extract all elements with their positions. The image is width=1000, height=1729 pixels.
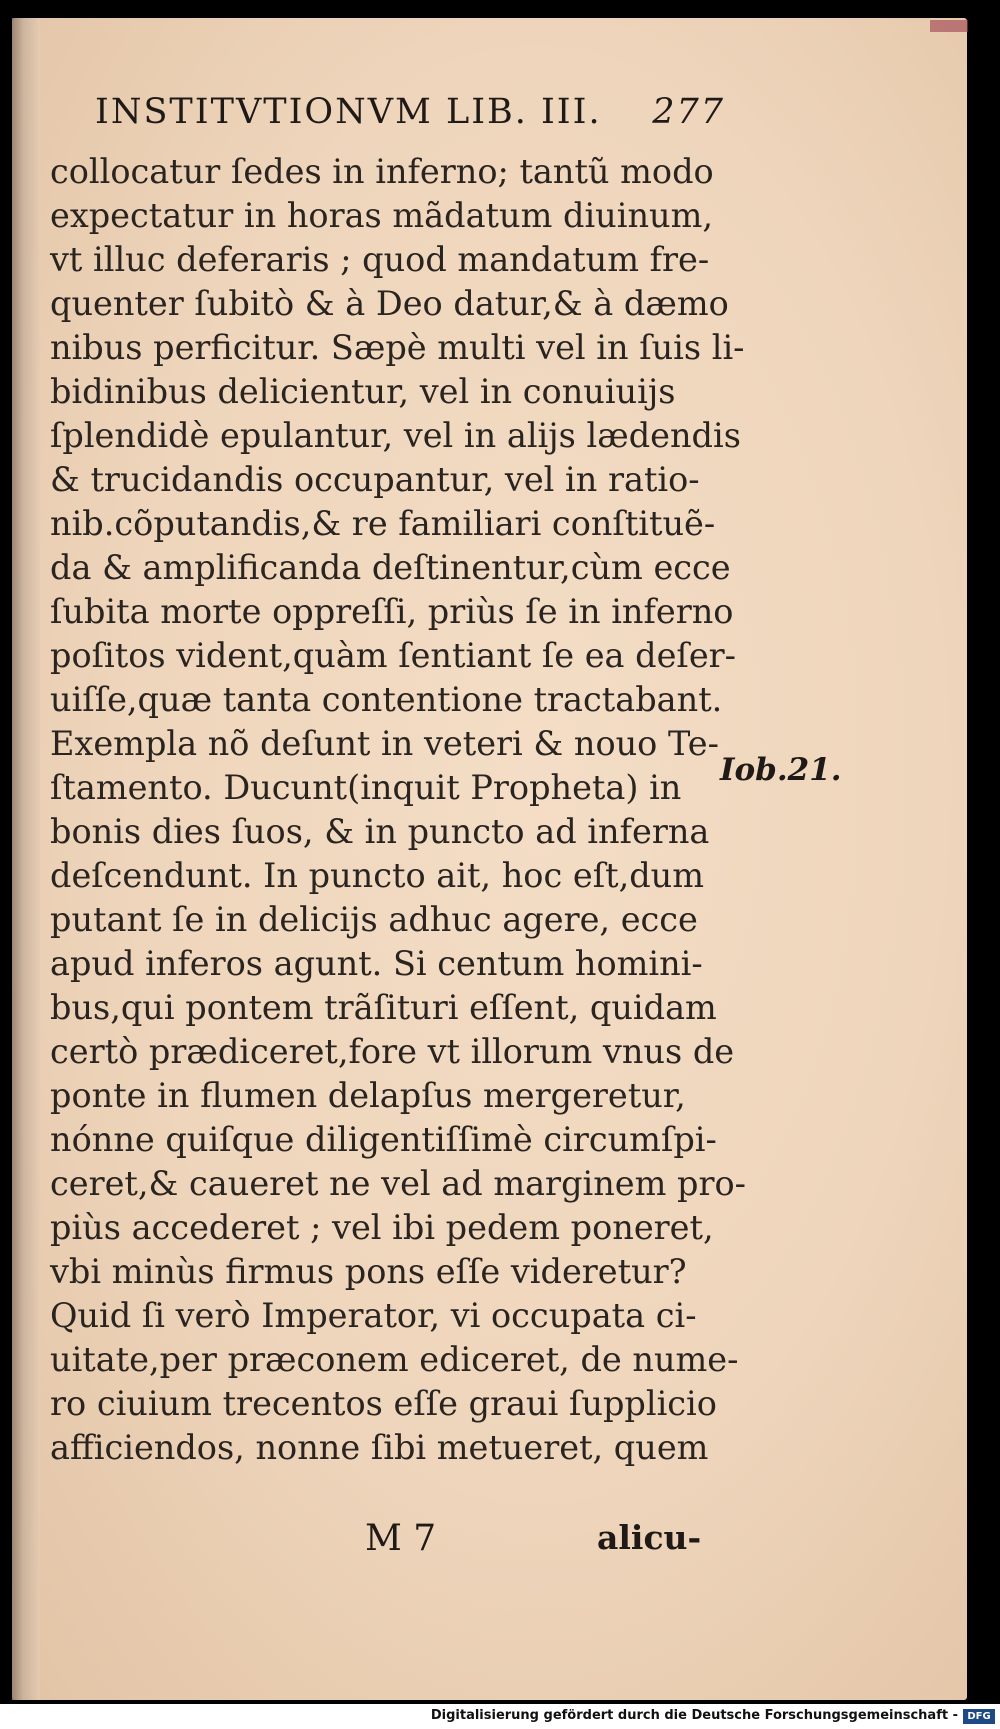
- digitization-footer: [0, 1704, 1000, 1729]
- page-gutter-shadow: [12, 18, 40, 1700]
- text-line: quenter ſubitò & à Deo datur,& à dæmo: [50, 284, 729, 323]
- text-line: expectatur in horas mãdatum diuinum,: [50, 196, 714, 235]
- margin-reference: Iob.21.: [720, 752, 842, 788]
- text-line: nib.cõputandis,& re familiari conſtituẽ-: [50, 504, 716, 543]
- text-line: ceret,& caueret ne vel ad marginem pro-: [50, 1164, 746, 1203]
- text-line: nibus perficitur. Sæpè multi vel in ſuis li-: [50, 328, 745, 367]
- text-line: Quid ſi verò Imperator, vi occupata ci-: [50, 1296, 697, 1335]
- text-line: ponte in flumen delapſus mergeretur,: [50, 1076, 686, 1115]
- running-title: INSTITVTIONVM LIB. III.: [95, 92, 602, 132]
- text-line: afficiendos, nonne ſibi metueret, quem: [50, 1428, 709, 1467]
- text-line: da & amplificanda deſtinentur,cùm ecce: [50, 548, 731, 587]
- text-line: ro ciuium trecentos eſſe graui ſupplicio: [50, 1384, 717, 1423]
- text-line: piùs accederet ; vel ibi pedem poneret,: [50, 1208, 714, 1247]
- text-line: ſubita morte oppreſſi, priùs ſe in inferno: [50, 592, 734, 631]
- page-header: [95, 92, 725, 142]
- text-line: uiſſe,quæ tanta contentione tractabant.: [50, 680, 723, 719]
- text-line: vbi minùs firmus pons eſſe videretur?: [50, 1252, 687, 1291]
- text-line: nónne quiſque diligentiſſimè circumſpi-: [50, 1120, 717, 1159]
- text-line: ſplendidè epulantur, vel in alijs lædendis: [50, 416, 741, 455]
- text-line: bidinibus delicientur, vel in conuiuijs: [50, 372, 676, 411]
- dfg-logo: DFG: [963, 1709, 995, 1724]
- corner-color-mark: [930, 20, 968, 32]
- text-line: & trucidandis occupantur, vel in ratio-: [50, 460, 700, 499]
- text-line: Exempla nõ deſunt in veteri & nouo Te-: [50, 724, 719, 763]
- text-line: bus,qui pontem trãſituri eſſent, quidam: [50, 988, 717, 1027]
- text-line: bonis dies ſuos, & in puncto ad inferna: [50, 812, 710, 851]
- page-number: 277: [652, 92, 725, 132]
- text-line: uitate,per præconem ediceret, de nume-: [50, 1340, 739, 1379]
- footer-credit: Digitalisierung gefördert durch die Deutsche Forschungsgemeinschaft -: [430, 1708, 958, 1723]
- catchword: alicu-: [597, 1518, 702, 1557]
- text-line: putant ſe in delicijs adhuc agere, ecce: [50, 900, 698, 939]
- text-line: deſcendunt. In puncto ait, hoc eſt,dum: [50, 856, 705, 895]
- body-text: [50, 150, 746, 1470]
- text-line: ſtamento. Ducunt(inquit Propheta) in: [50, 768, 682, 807]
- text-line: vt illuc deferaris ; quod mandatum fre-: [50, 240, 710, 279]
- text-line: apud inferos agunt. Si centum homini-: [50, 944, 703, 983]
- text-line: collocatur ſedes in inferno; tantũ modo: [50, 152, 714, 191]
- text-line: certò prædiceret,fore vt illorum vnus de: [50, 1032, 735, 1071]
- text-line: poſitos vident,quàm ſentiant ſe ea deſer-: [50, 636, 736, 675]
- signature-mark: M 7: [365, 1518, 437, 1559]
